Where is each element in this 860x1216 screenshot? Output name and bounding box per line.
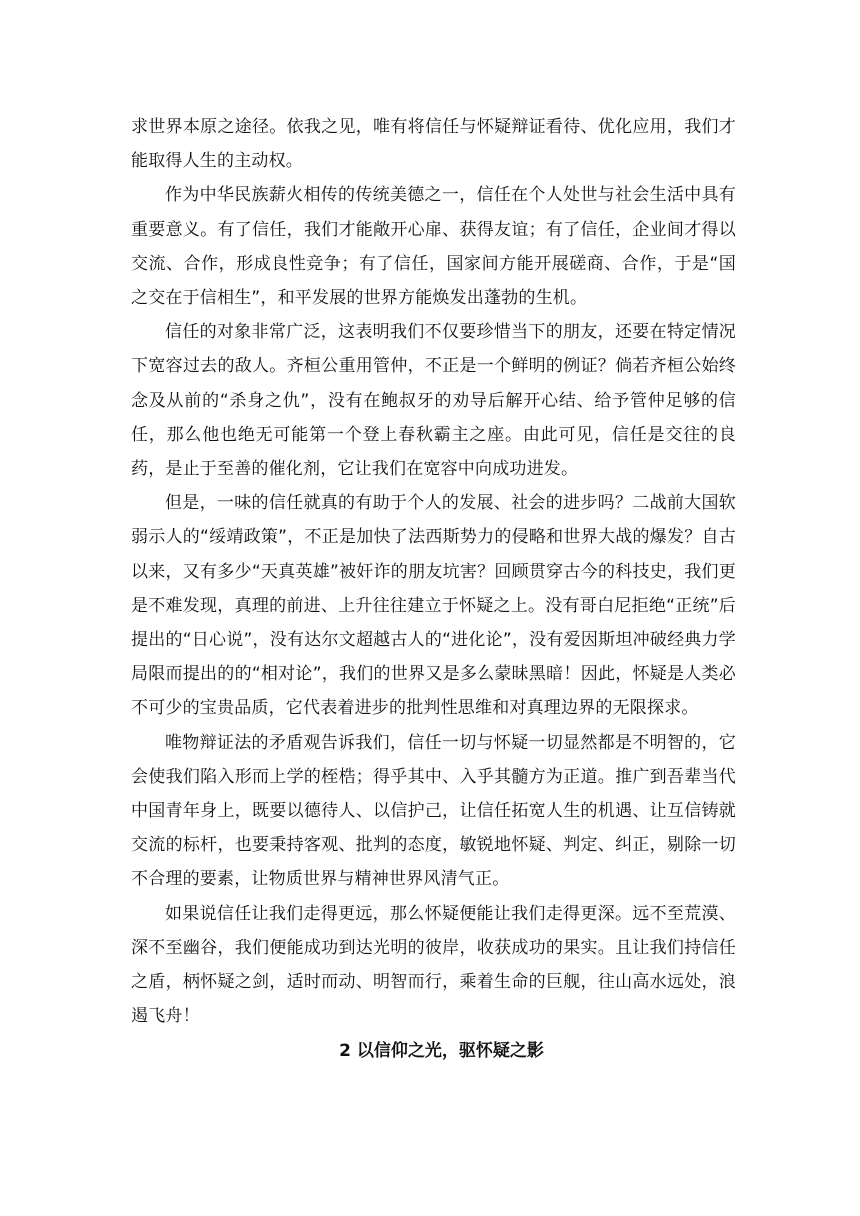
paragraph-trust-scope: 信任的对象非常广泛，这表明我们不仅要珍惜当下的朋友，还要在特定情况下宽容过去的敌人。齐桓公重用管仲，不正是一个鲜明的例证？倘若齐桓公始终念及从前的“杀身之仇”，没有在鲍叔牙的劝导后解开心结、给予管仲足够的信任，那么他也绝无可能第一个登上春秋霸主之座。由此可见，信任是交往的良药，是止于至善的催化剂，它让我们在宽容中向成功进发。 bbox=[131, 322, 736, 480]
paragraph-doubt-value: 但是，一味的信任就真的有助于个人的发展、社会的进步吗？二战前大国软弱示人的“绥靖政策”，不正是加快了法西斯势力的侵略和世界大战的爆发？自古以来，又有多少“天真英雄”被奸诈的朋友坑害？回顾贯穿古今的科技史，我们更是不难发现，真理的前进、上升往往建立于怀疑之上。没有哥白尼拒绝“正统”后提出的“日心说”，没有达尔文超越古人的“进化论”，没有爱因斯坦冲破经典力学局限而提出的的“相对论”，我们的世界又是多么蒙昧黑暗！因此，怀疑是人类必不可少的宝贵品质，它代表着进步的批判性思维和对真理边界的无限探求。 bbox=[131, 493, 736, 719]
paragraph-conclusion: 如果说信任让我们走得更远，那么怀疑便能让我们走得更深。远不至荒漠、深不至幽谷，我们便能成功到达光明的彼岸，收获成功的果实。且让我们持信任之盾，柄怀疑之剑，适时而动、明智而行，乘着生命的巨舰，往山高水远处，浪遏飞舟！ bbox=[131, 903, 736, 1027]
paragraph-trust-importance: 作为中华民族薪火相传的传统美德之一，信任在个人处世与社会生活中具有重要意义。有了信任，我们才能敞开心扉、获得友谊；有了信任，企业间才得以交流、合作，形成良性竞争；有了信任，国家间方能开展磋商、合作，于是“国之交在于信相生”，和平发展的世界方能焕发出蓬勃的生机。 bbox=[131, 185, 736, 309]
paragraph-dialectics: 唯物辩证法的矛盾观告诉我们，信任一切与怀疑一切显然都是不明智的，它会使我们陷入形而上学的桎梏；得乎其中、入乎其髓方为正道。推广到吾辈当代中国青年身上，既要以德待人、以信护己，让信任拓宽人生的机遇、让互信铸就交流的标杆，也要秉持客观、批判的态度，敏锐地怀疑、判定、纠正，剔除一切不合理的要素，让物质世界与精神世界风清气正。 bbox=[131, 732, 736, 890]
paragraph-intro-continued: 求世界本原之途径。依我之见，唯有将信任与怀疑辩证看待、优化应用，我们才能取得人生的主动权。 bbox=[131, 117, 736, 172]
document-body bbox=[131, 110, 736, 1068]
section-heading: 2 以信仰之光，驱怀疑之影 bbox=[339, 1041, 544, 1062]
